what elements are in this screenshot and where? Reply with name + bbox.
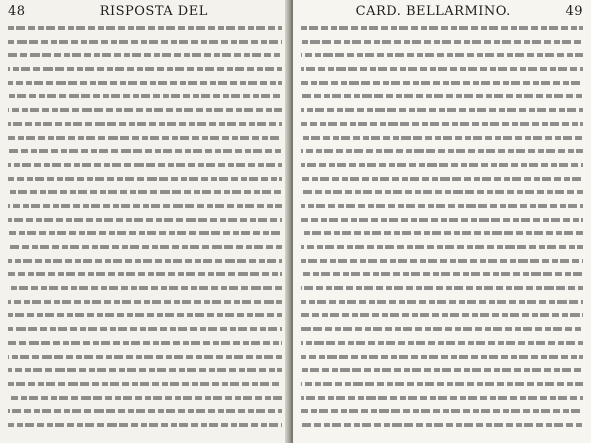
text-line-placeholder xyxy=(301,163,583,167)
text-line-unreadable xyxy=(301,418,583,432)
text-line-unreadable xyxy=(301,103,583,117)
text-line-unreadable xyxy=(301,117,583,131)
text-line-unreadable xyxy=(8,21,282,35)
text-line-unreadable xyxy=(8,131,282,145)
text-line-placeholder xyxy=(8,163,282,167)
text-line-placeholder xyxy=(301,341,583,345)
text-line-unreadable xyxy=(8,377,282,391)
text-line-unreadable xyxy=(8,103,282,117)
left-page xyxy=(0,0,290,443)
text-line-placeholder xyxy=(8,423,282,427)
text-line-unreadable xyxy=(8,336,282,350)
text-line-unreadable xyxy=(8,172,282,186)
text-line-unreadable xyxy=(8,144,282,158)
text-line-placeholder xyxy=(301,218,583,222)
text-line-placeholder xyxy=(301,122,583,126)
text-line-placeholder xyxy=(301,368,583,372)
text-line-unreadable xyxy=(301,308,583,322)
text-line-unreadable xyxy=(301,254,583,268)
text-line-unreadable xyxy=(301,21,583,35)
text-line-placeholder xyxy=(301,149,583,153)
text-line-unreadable xyxy=(8,363,282,377)
text-line-unreadable xyxy=(8,185,282,199)
text-line-unreadable xyxy=(301,295,583,309)
text-line-placeholder xyxy=(8,40,282,44)
text-line-placeholder xyxy=(301,259,583,263)
text-line-placeholder xyxy=(301,300,583,304)
text-line-unreadable xyxy=(301,281,583,295)
text-line-unreadable xyxy=(8,308,282,322)
text-line-placeholder xyxy=(8,67,282,71)
right-page xyxy=(293,0,591,443)
text-line-unreadable xyxy=(301,158,583,172)
text-line-unreadable xyxy=(301,240,583,254)
text-line-unreadable xyxy=(301,62,583,76)
text-line-unreadable xyxy=(8,391,282,405)
text-line-placeholder xyxy=(8,300,282,304)
text-line-placeholder xyxy=(301,355,583,359)
text-line-placeholder xyxy=(8,382,282,386)
text-line-placeholder xyxy=(8,149,282,153)
text-line-placeholder xyxy=(8,286,282,290)
text-line-placeholder xyxy=(8,136,282,140)
text-line-unreadable xyxy=(301,226,583,240)
text-line-unreadable xyxy=(8,281,282,295)
text-line-placeholder xyxy=(301,231,583,235)
text-line-unreadable xyxy=(8,254,282,268)
text-line-placeholder xyxy=(301,190,583,194)
text-line-placeholder xyxy=(8,26,282,30)
text-line-unreadable xyxy=(301,185,583,199)
text-line-placeholder xyxy=(8,190,282,194)
left-page-number: 48 xyxy=(8,4,26,19)
text-line-unreadable xyxy=(301,76,583,90)
text-line-unreadable xyxy=(8,226,282,240)
text-line-placeholder xyxy=(301,204,583,208)
text-line-placeholder xyxy=(301,327,583,331)
text-line-placeholder xyxy=(301,136,583,140)
text-line-placeholder xyxy=(8,94,282,98)
left-running-head xyxy=(8,4,282,19)
text-line-unreadable xyxy=(301,199,583,213)
text-line-placeholder xyxy=(8,341,282,345)
right-page-number: 49 xyxy=(565,4,583,19)
text-line-unreadable xyxy=(8,213,282,227)
text-line-placeholder xyxy=(301,245,583,249)
text-line-placeholder xyxy=(301,53,583,57)
text-line-placeholder xyxy=(301,177,583,181)
text-line-placeholder xyxy=(301,382,583,386)
text-line-unreadable xyxy=(8,240,282,254)
text-line-unreadable xyxy=(301,89,583,103)
text-line-unreadable xyxy=(8,267,282,281)
text-line-placeholder xyxy=(8,108,282,112)
text-line-unreadable xyxy=(301,213,583,227)
text-line-placeholder xyxy=(301,40,583,44)
text-line-placeholder xyxy=(8,409,282,413)
text-line-placeholder xyxy=(301,94,583,98)
text-line-unreadable xyxy=(301,377,583,391)
text-line-unreadable xyxy=(8,322,282,336)
text-line-unreadable xyxy=(8,89,282,103)
right-running-head xyxy=(301,4,583,19)
text-line-placeholder xyxy=(8,53,282,57)
text-line-placeholder xyxy=(8,81,282,85)
text-line-unreadable xyxy=(301,131,583,145)
text-line-placeholder xyxy=(8,396,282,400)
text-line-unreadable xyxy=(8,350,282,364)
text-line-unreadable xyxy=(8,62,282,76)
text-line-placeholder xyxy=(8,231,282,235)
text-line-placeholder xyxy=(301,26,583,30)
text-line-unreadable xyxy=(301,391,583,405)
text-line-placeholder xyxy=(301,81,583,85)
left-page-text-unreadable xyxy=(8,21,282,432)
text-line-placeholder xyxy=(8,259,282,263)
text-line-unreadable xyxy=(301,172,583,186)
text-line-unreadable xyxy=(8,48,282,62)
text-line-unreadable xyxy=(301,350,583,364)
text-line-placeholder xyxy=(8,218,282,222)
text-line-unreadable xyxy=(301,144,583,158)
text-line-placeholder xyxy=(8,368,282,372)
text-line-placeholder xyxy=(301,423,583,427)
text-line-unreadable xyxy=(301,363,583,377)
text-line-placeholder xyxy=(301,313,583,317)
text-line-unreadable xyxy=(8,158,282,172)
text-line-placeholder xyxy=(301,67,583,71)
text-line-placeholder xyxy=(301,396,583,400)
text-line-placeholder xyxy=(8,355,282,359)
text-line-placeholder xyxy=(8,327,282,331)
text-line-unreadable xyxy=(301,267,583,281)
text-line-placeholder xyxy=(301,108,583,112)
text-line-placeholder xyxy=(301,286,583,290)
text-line-unreadable xyxy=(301,35,583,49)
text-line-unreadable xyxy=(8,404,282,418)
text-line-placeholder xyxy=(8,272,282,276)
text-line-unreadable xyxy=(8,35,282,49)
text-line-unreadable xyxy=(8,76,282,90)
text-line-placeholder xyxy=(8,204,282,208)
text-line-unreadable xyxy=(301,336,583,350)
left-running-title: RISPOSTA DEL xyxy=(99,4,208,19)
text-line-unreadable xyxy=(8,117,282,131)
text-line-placeholder xyxy=(8,245,282,249)
right-running-title: CARD. BELLARMINO. xyxy=(355,4,511,19)
text-line-placeholder xyxy=(8,313,282,317)
right-page-text-unreadable xyxy=(301,21,583,432)
text-line-unreadable xyxy=(8,295,282,309)
text-line-unreadable xyxy=(8,199,282,213)
text-line-unreadable xyxy=(301,404,583,418)
text-line-placeholder xyxy=(8,177,282,181)
text-line-placeholder xyxy=(301,272,583,276)
text-line-placeholder xyxy=(8,122,282,126)
text-line-unreadable xyxy=(301,322,583,336)
text-line-unreadable xyxy=(301,48,583,62)
text-line-unreadable xyxy=(8,418,282,432)
text-line-placeholder xyxy=(301,409,583,413)
